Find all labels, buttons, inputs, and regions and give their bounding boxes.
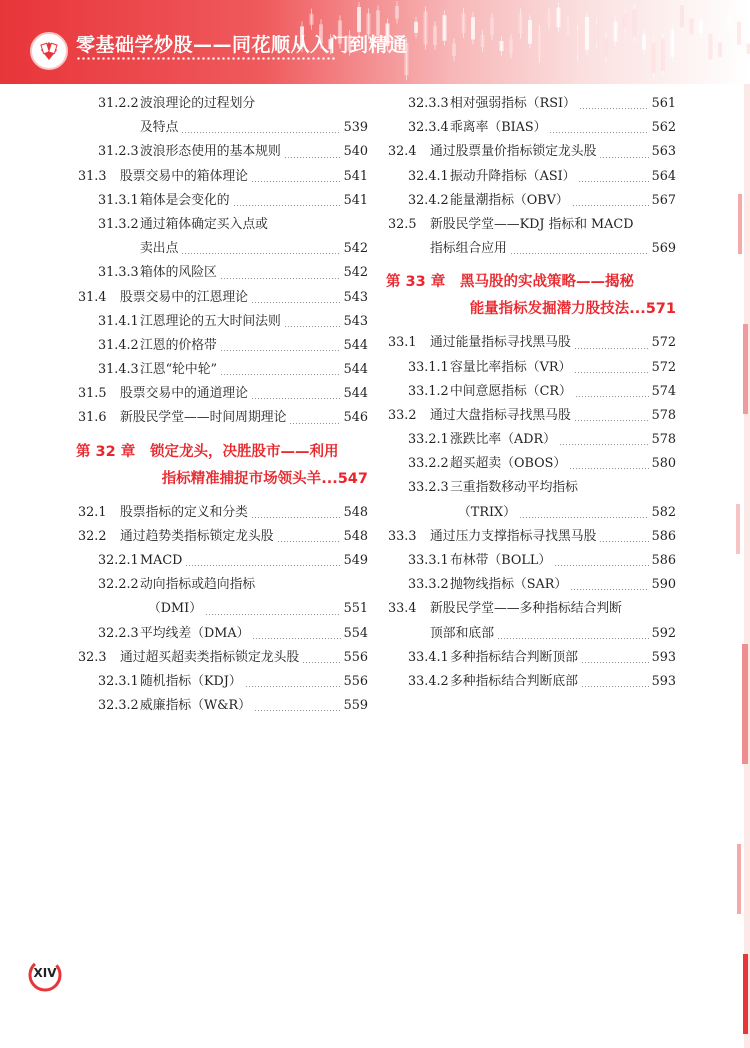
section-number: 31.3.3 — [98, 265, 139, 281]
leader-dots — [220, 278, 341, 279]
section-title: 江恩“轮中轮” — [140, 362, 218, 378]
section-title: 及特点 — [140, 120, 179, 136]
toc-entry[interactable] — [388, 428, 676, 452]
section-number: 33.1.1 — [408, 359, 449, 375]
section-page-number: 548 — [343, 504, 368, 520]
leader-dots — [574, 420, 649, 421]
section-title: 指标组合应用 — [430, 241, 507, 257]
section-page-number: 540 — [343, 144, 368, 160]
toc-entry[interactable] — [388, 380, 676, 404]
section-number: 31.3 — [78, 168, 107, 184]
leader-dots — [519, 517, 649, 518]
leader-dots — [284, 157, 341, 158]
toc-entry[interactable] — [78, 140, 368, 164]
leader-dots — [181, 132, 340, 133]
section-title: 股票指标的定义和分类 — [120, 504, 248, 520]
leader-dots — [254, 710, 341, 711]
toc-left-column — [78, 92, 368, 718]
toc-entry[interactable] — [388, 525, 676, 549]
toc-entry[interactable] — [78, 622, 368, 646]
leader-dots — [569, 468, 648, 469]
leader-dots — [599, 157, 648, 158]
section-title: 股票交易中的江恩理论 — [120, 289, 248, 305]
toc-entry[interactable] — [78, 382, 368, 406]
leader-dots — [570, 589, 648, 590]
toc-entry[interactable] — [78, 310, 368, 334]
section-number: 33.1.2 — [408, 383, 449, 399]
toc-entry[interactable] — [78, 670, 368, 694]
section-number: 31.4 — [78, 289, 107, 305]
leader-dots — [554, 565, 648, 566]
leader-dots — [572, 205, 649, 206]
toc-entry[interactable] — [78, 646, 368, 670]
section-title: 涨跌比率（ADR） — [450, 432, 556, 448]
section-number: 32.2.1 — [98, 553, 139, 568]
section-title: 随机指标（KDJ） — [140, 673, 242, 689]
section-number: 33.1 — [388, 335, 417, 351]
section-page-number: 542 — [343, 265, 368, 281]
section-page-number: 563 — [651, 144, 676, 160]
section-title: 通过箱体确定买入点或 — [140, 216, 268, 232]
section-page-number: 544 — [343, 362, 368, 378]
chapter-leader-dots: ... — [321, 470, 338, 487]
section-title: 新股民学堂——KDJ 指标和 MACD — [430, 216, 634, 232]
section-page-number: 551 — [343, 601, 368, 617]
section-number: 33.2 — [388, 407, 417, 423]
section-page-number: 578 — [651, 407, 676, 423]
section-title: 威廉指标（W&R） — [140, 698, 251, 714]
leader-dots — [220, 350, 341, 351]
section-title: 江恩理论的五大时间法则 — [140, 313, 281, 329]
section-number: 33.2.3 — [408, 480, 449, 496]
section-number: 32.4 — [388, 144, 417, 160]
section-page-number: 542 — [343, 241, 368, 257]
section-title: 平均线差（DMA） — [140, 625, 250, 641]
section-page-number: 543 — [343, 313, 368, 329]
toc-entry[interactable] — [78, 286, 368, 310]
section-number: 33.3.1 — [408, 553, 449, 568]
section-number: 32.3 — [78, 649, 107, 665]
leader-dots — [497, 638, 649, 639]
toc-entry[interactable] — [78, 189, 368, 213]
section-title: 通过大盘指标寻找黑马股 — [430, 407, 571, 423]
toc-entry[interactable] — [78, 92, 368, 116]
toc-entry-continuation[interactable] — [388, 501, 676, 525]
leader-dots — [599, 541, 648, 542]
leader-dots — [251, 398, 341, 399]
section-number: 32.3.2 — [98, 698, 139, 714]
section-number: 32.2.2 — [98, 577, 139, 593]
toc-entry[interactable] — [388, 331, 676, 355]
section-page-number: 554 — [343, 625, 368, 641]
section-page-number: 559 — [343, 698, 368, 714]
section-title: 江恩的价格带 — [140, 337, 217, 353]
section-number: 32.2 — [78, 528, 107, 544]
leader-dots — [251, 517, 341, 518]
leader-dots — [581, 686, 649, 687]
toc-entry[interactable] — [78, 501, 368, 525]
section-title: 超买超卖（OBOS） — [450, 456, 567, 472]
toc-entry[interactable] — [78, 573, 368, 597]
section-number: 32.4.2 — [408, 192, 449, 208]
section-page-number: 544 — [343, 386, 368, 402]
section-title: 股票交易中的箱体理论 — [120, 168, 248, 184]
leader-dots — [181, 253, 340, 254]
section-title: 中间意愿指标（CR） — [450, 383, 572, 399]
section-page-number: 592 — [651, 625, 676, 641]
section-page-number: 549 — [343, 553, 368, 568]
section-title: 股票交易中的通道理论 — [120, 386, 248, 402]
toc-entry[interactable] — [388, 549, 676, 573]
leader-dots — [581, 662, 649, 663]
right-edge-decoration — [730, 84, 750, 1048]
section-page-number: 567 — [651, 192, 676, 208]
section-number: 31.6 — [78, 410, 107, 426]
leader-dots — [578, 181, 648, 182]
toc-entry[interactable] — [78, 165, 368, 189]
leader-dots — [574, 348, 649, 349]
leader-dots — [277, 541, 341, 542]
section-number: 32.3.3 — [408, 96, 449, 111]
section-page-number: 548 — [343, 528, 368, 544]
toc-entry[interactable] — [388, 597, 676, 621]
section-title: 箱体是会变化的 — [140, 192, 230, 208]
chapter-title-line2: 指标精准捕捉市场领头羊 — [161, 470, 322, 487]
section-number: 33.4.1 — [408, 649, 449, 665]
toc-entry[interactable] — [78, 525, 368, 549]
book-logo-icon — [30, 32, 68, 70]
section-title: 多种指标结合判断底部 — [450, 673, 578, 689]
leader-dots — [233, 205, 341, 206]
toc-right-column — [388, 92, 676, 694]
toc-entry[interactable] — [78, 261, 368, 285]
page-number: XIV — [33, 966, 57, 980]
section-page-number: 541 — [343, 192, 368, 208]
toc-entry[interactable] — [388, 404, 676, 428]
section-title: 布林带（BOLL） — [450, 553, 552, 568]
leader-dots — [245, 686, 341, 687]
toc-entry[interactable] — [78, 406, 368, 430]
section-title: 乖离率（BIAS） — [450, 120, 547, 136]
section-page-number: 590 — [651, 577, 676, 593]
toc-entry[interactable] — [388, 356, 676, 380]
section-page-number: 556 — [343, 649, 368, 665]
chapter-label: 第 32 章 — [76, 443, 136, 460]
section-title: 能量潮指标（OBV） — [450, 192, 569, 208]
toc-entry-continuation[interactable] — [388, 237, 676, 261]
section-number: 33.4 — [388, 601, 417, 617]
section-page-number: 593 — [651, 649, 676, 665]
section-page-number: 578 — [651, 432, 676, 448]
section-title: 动向指标或趋向指标 — [140, 577, 256, 593]
chapter-title-line1: 黑马股的实战策略——揭秘 — [460, 274, 634, 291]
section-page-number: 572 — [651, 359, 676, 375]
section-title: 抛物线指标（SAR） — [450, 577, 568, 593]
section-title: （TRIX） — [458, 504, 516, 520]
leader-dots — [220, 374, 340, 375]
section-page-number: 546 — [343, 410, 368, 426]
section-page-number: 580 — [651, 456, 676, 472]
section-page-number: 582 — [651, 504, 676, 520]
toc-entry[interactable] — [388, 189, 676, 213]
section-page-number: 539 — [343, 120, 368, 136]
section-number: 32.1 — [78, 504, 107, 520]
section-title: 波浪形态使用的基本规则 — [140, 144, 281, 160]
book-title: 零基础学炒股——同花顺从入门到精通 — [76, 34, 408, 56]
section-title: 多种指标结合判断顶部 — [450, 649, 578, 665]
section-number: 31.5 — [78, 386, 107, 402]
toc-entry[interactable] — [388, 646, 676, 670]
leader-dots — [510, 253, 649, 254]
section-number: 33.3 — [388, 528, 417, 544]
page-header — [0, 0, 750, 84]
section-title: 箱体的风险区 — [140, 265, 217, 281]
header-dotted-line — [76, 57, 336, 60]
section-page-number: 574 — [651, 383, 676, 399]
leader-dots — [284, 326, 341, 327]
section-title: 卖出点 — [140, 241, 179, 257]
toc-entry[interactable] — [388, 573, 676, 597]
section-page-number: 556 — [343, 673, 368, 689]
section-title: （DMI） — [148, 601, 203, 617]
section-title: 相对强弱指标（RSI） — [450, 96, 576, 111]
section-number: 31.2.3 — [98, 144, 139, 160]
section-number: 31.4.2 — [98, 337, 139, 353]
toc-entry[interactable] — [388, 452, 676, 476]
toc-entry[interactable] — [388, 116, 676, 140]
leader-dots — [559, 444, 649, 445]
chapter-label: 第 33 章 — [386, 274, 446, 291]
section-page-number: 562 — [651, 120, 676, 136]
chapter-page-number: 547 — [337, 470, 368, 487]
section-page-number: 586 — [651, 553, 676, 568]
leader-dots — [549, 132, 648, 133]
section-page-number: 586 — [651, 528, 676, 544]
toc-entry[interactable] — [388, 476, 676, 500]
leader-dots — [205, 614, 341, 615]
section-number: 33.2.2 — [408, 456, 449, 472]
section-title: 新股民学堂——多种指标结合判断 — [430, 601, 622, 617]
toc-entry-continuation[interactable] — [78, 116, 368, 140]
leader-dots — [185, 565, 340, 566]
section-title: 通过趋势类指标锁定龙头股 — [120, 528, 274, 544]
section-title: 三重指数移动平均指标 — [450, 480, 578, 496]
section-page-number: 543 — [343, 289, 368, 305]
toc-entry[interactable] — [78, 694, 368, 718]
chapter-title-line1: 锁定龙头，决胜股市——利用 — [150, 443, 339, 460]
section-number: 33.3.2 — [408, 577, 449, 593]
chapter-page-number: 571 — [645, 301, 676, 318]
leader-dots — [575, 396, 649, 397]
toc-entry-continuation[interactable] — [78, 237, 368, 261]
toc-entry[interactable] — [78, 549, 368, 573]
section-number: 31.4.3 — [98, 362, 139, 378]
section-number: 33.4.2 — [408, 673, 449, 689]
section-title: 容量比率指标（VR） — [450, 359, 572, 375]
section-page-number: 541 — [343, 168, 368, 184]
section-number: 32.3.1 — [98, 673, 139, 689]
toc-entry[interactable] — [388, 165, 676, 189]
leader-dots — [574, 372, 648, 373]
section-page-number: 561 — [651, 96, 676, 111]
toc-entry[interactable] — [388, 213, 676, 237]
section-number: 32.5 — [388, 216, 417, 232]
toc-entry[interactable] — [388, 140, 676, 164]
toc-entry-continuation[interactable] — [388, 622, 676, 646]
chapter-heading[interactable] — [388, 269, 676, 323]
section-number: 32.4.1 — [408, 168, 449, 184]
toc-entry[interactable] — [78, 213, 368, 237]
section-title: 振动升降指标（ASI） — [450, 168, 576, 184]
section-page-number: 544 — [343, 337, 368, 353]
section-title: 顶部和底部 — [430, 625, 494, 641]
section-number: 32.3.4 — [408, 120, 449, 136]
toc-entry[interactable] — [388, 670, 676, 694]
section-title: 波浪理论的过程划分 — [140, 96, 256, 111]
toc-entry[interactable] — [388, 92, 676, 116]
toc-entry[interactable] — [78, 358, 368, 382]
section-title: 通过股票量价指标锁定龙头股 — [430, 144, 597, 160]
section-number: 31.3.2 — [98, 216, 139, 232]
section-title: MACD — [140, 553, 183, 568]
section-title: 新股民学堂——时间周期理论 — [120, 410, 287, 426]
section-page-number: 572 — [651, 335, 676, 351]
section-number: 33.2.1 — [408, 432, 449, 448]
section-page-number: 593 — [651, 673, 676, 689]
section-page-number: 569 — [651, 241, 676, 257]
toc-entry[interactable] — [78, 334, 368, 358]
toc-entry-continuation[interactable] — [78, 597, 368, 621]
section-page-number: 564 — [651, 168, 676, 184]
section-number: 31.2.2 — [98, 96, 139, 111]
section-title: 通过压力支撑指标寻找黑马股 — [430, 528, 597, 544]
leader-dots — [251, 181, 341, 182]
chapter-leader-dots: ... — [629, 301, 646, 318]
section-number: 31.3.1 — [98, 192, 139, 208]
section-title: 通过能量指标寻找黑马股 — [430, 335, 571, 351]
section-number: 32.2.3 — [98, 625, 139, 641]
section-number: 31.4.1 — [98, 313, 139, 329]
leader-dots — [579, 108, 649, 109]
leader-dots — [289, 423, 340, 424]
chapter-title-line2: 能量指标发掘潜力股技法 — [469, 301, 630, 318]
leader-dots — [252, 638, 340, 639]
leader-dots — [251, 302, 341, 303]
chapter-heading[interactable] — [78, 439, 368, 493]
leader-dots — [302, 662, 340, 663]
section-title: 通过超买超卖类指标锁定龙头股 — [120, 649, 300, 665]
